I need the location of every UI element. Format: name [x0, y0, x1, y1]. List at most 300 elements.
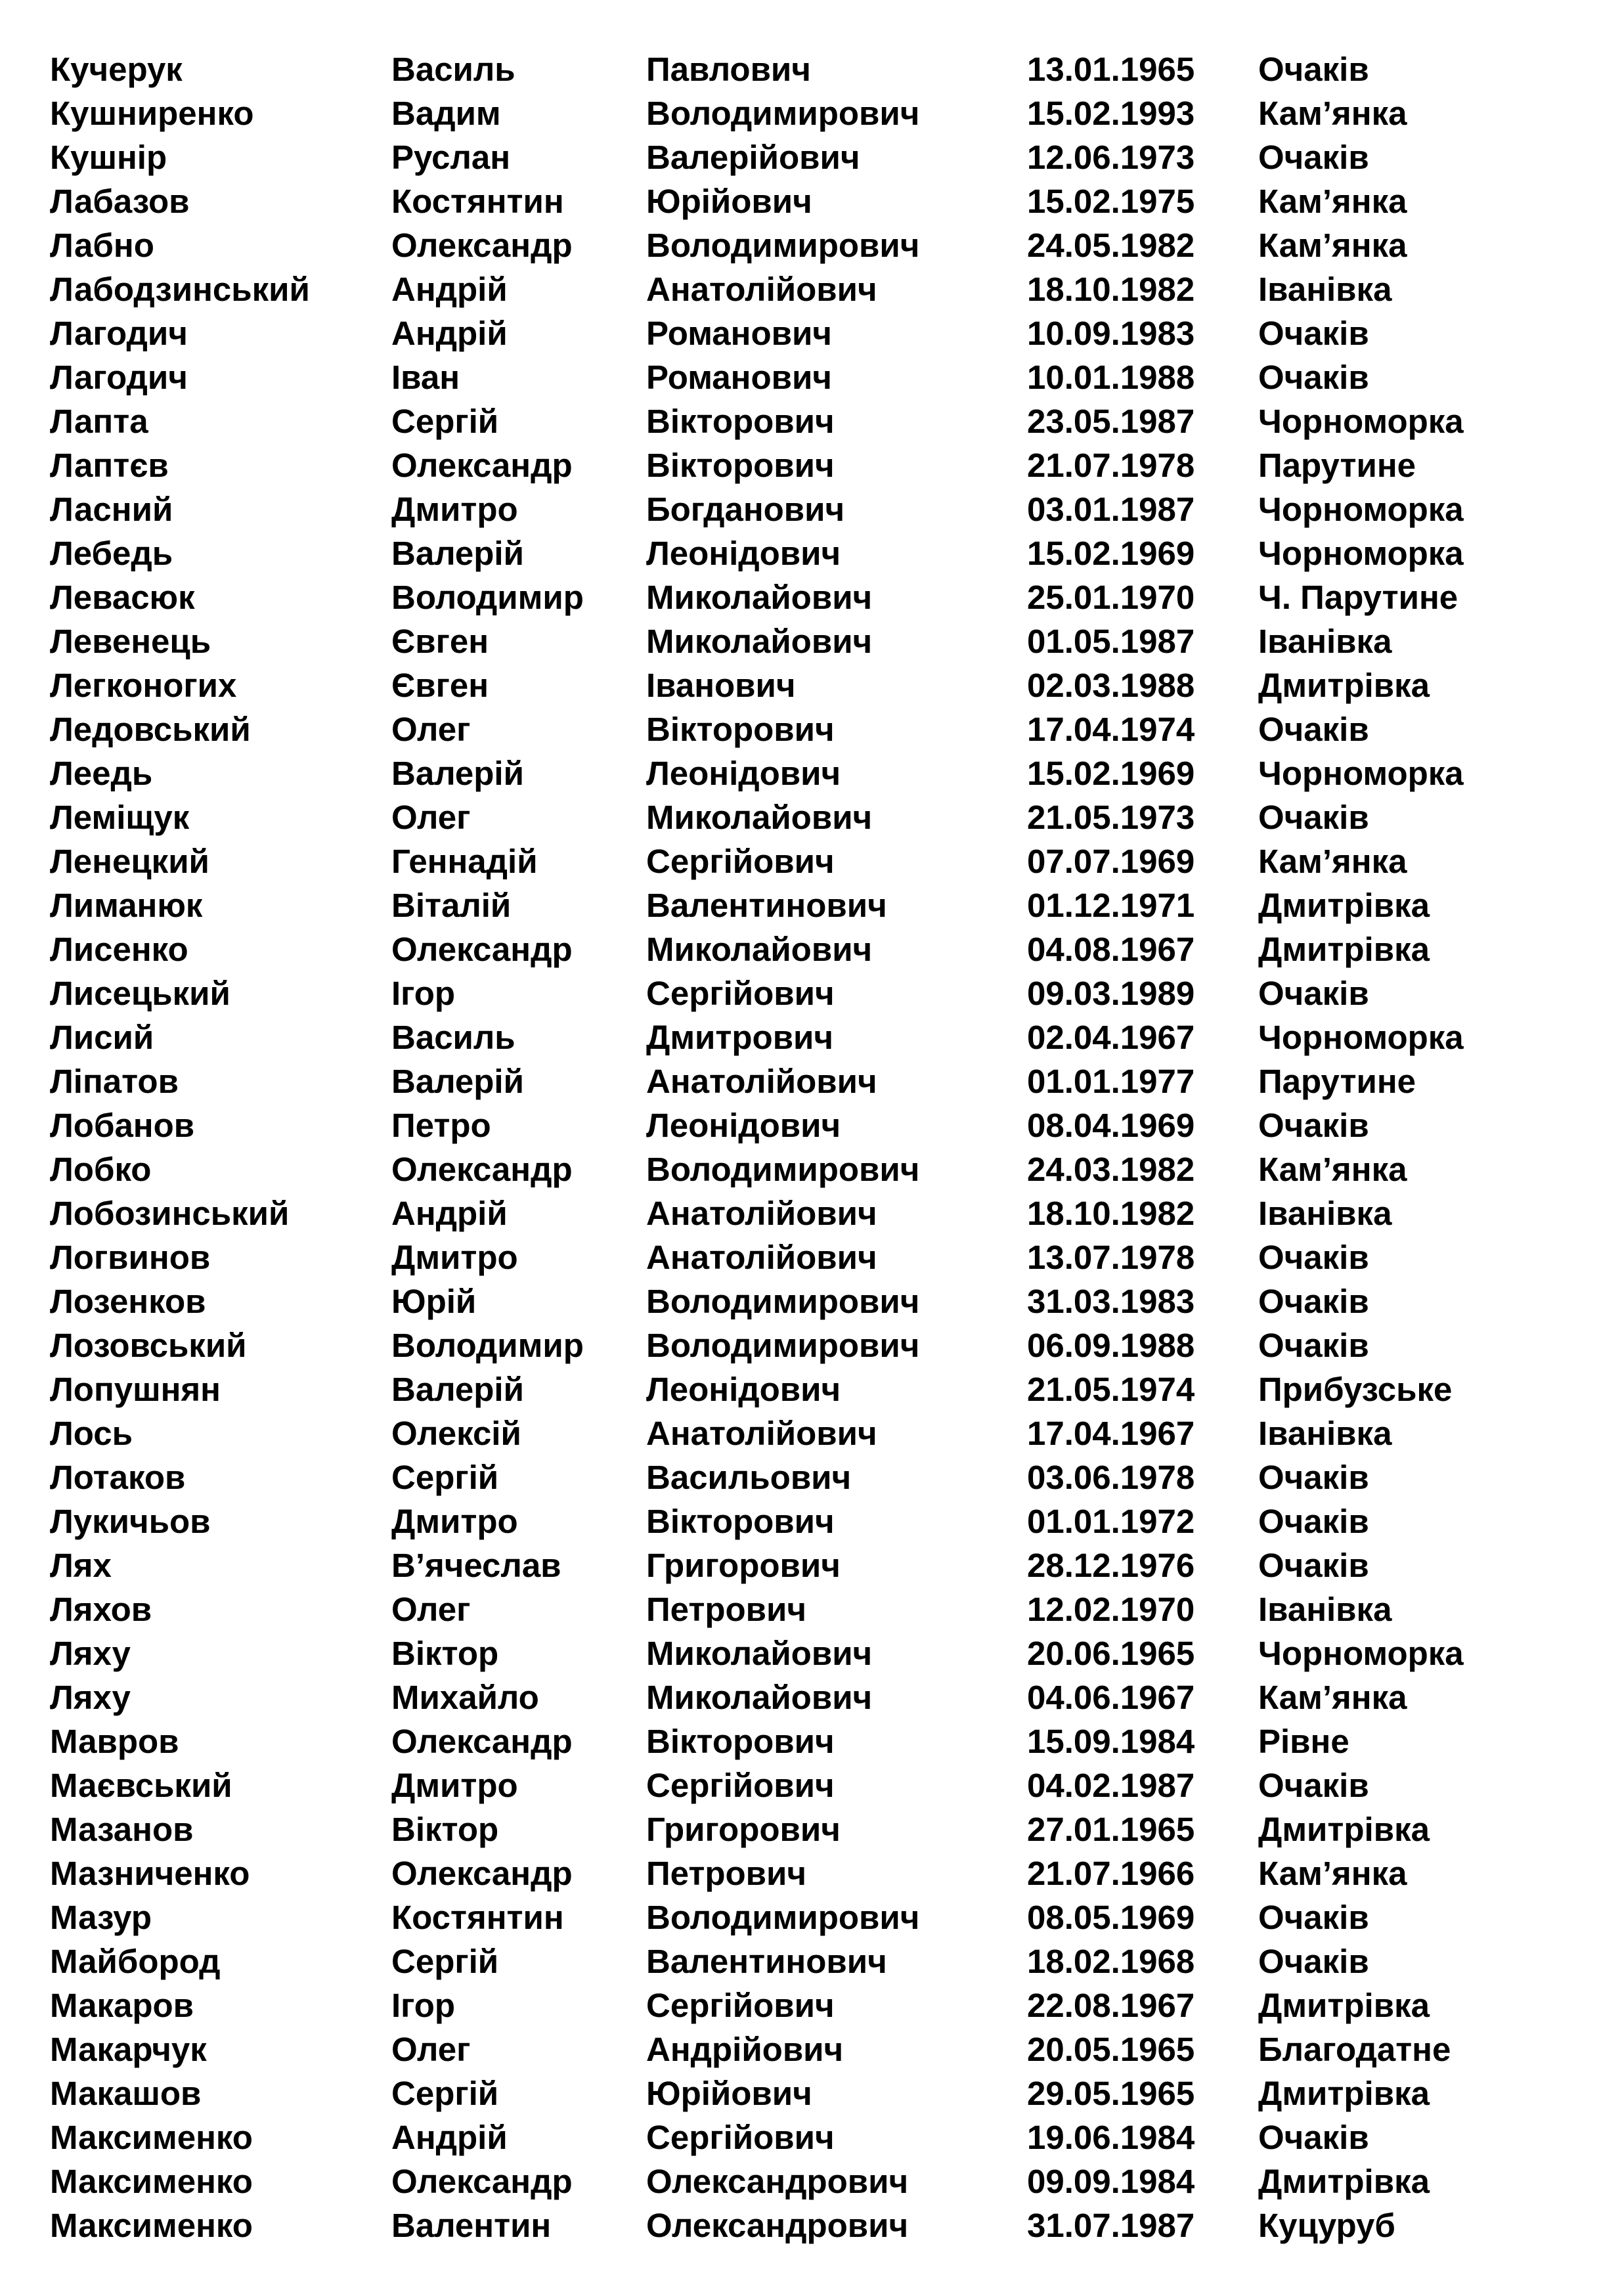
first-name-cell: Андрій [391, 315, 508, 352]
surname-cell: Лобозинський [50, 1195, 290, 1232]
place-cell: Благодатне [1258, 2031, 1451, 2068]
first-name-cell: Олександр [391, 1723, 573, 1760]
surname-cell: Лапта [50, 403, 148, 440]
list-item [50, 1719, 1580, 1763]
list-item [50, 1763, 1580, 1807]
list-item [50, 575, 1580, 619]
surname-cell: Кушнір [50, 139, 167, 176]
patronymic-cell: Вікторович [646, 711, 835, 748]
surname-cell: Ласний [50, 491, 173, 528]
surname-cell: Мазанов [50, 1811, 194, 1848]
patronymic-cell: Іванович [646, 667, 796, 704]
patronymic-cell: Володимирович [646, 227, 920, 264]
first-name-cell: Олександр [391, 227, 573, 264]
surname-cell: Левенець [50, 623, 211, 660]
birth-date-cell: 28.12.1976 [1027, 1547, 1195, 1584]
list-item [50, 443, 1580, 487]
surname-cell: Лабно [50, 227, 154, 264]
birth-date-cell: 01.01.1972 [1027, 1503, 1195, 1540]
birth-date-cell: 22.08.1967 [1027, 1987, 1195, 2024]
first-name-cell: Сергій [391, 403, 499, 440]
patronymic-cell: Дмитрович [646, 1019, 834, 1056]
patronymic-cell: Олександрович [646, 2163, 909, 2200]
first-name-cell: Олег [391, 2031, 471, 2068]
surname-cell: Ляху [50, 1679, 131, 1716]
patronymic-cell: Сергійович [646, 2119, 835, 2156]
place-cell: Іванівка [1258, 271, 1392, 308]
first-name-cell: Вадим [391, 95, 501, 132]
place-cell: Куцуруб [1258, 2207, 1395, 2244]
patronymic-cell: Володимирович [646, 1327, 920, 1364]
patronymic-cell: Васильович [646, 1459, 852, 1496]
list-item [50, 663, 1580, 707]
first-name-cell: Сергій [391, 2075, 499, 2112]
patronymic-cell: Юрійович [646, 183, 812, 220]
surname-cell: Легконогих [50, 667, 237, 704]
birth-date-cell: 01.01.1977 [1027, 1063, 1195, 1100]
place-cell: Очаків [1258, 799, 1369, 836]
birth-date-cell: 03.06.1978 [1027, 1459, 1195, 1496]
list-item [50, 883, 1580, 927]
place-cell: Кам’янка [1258, 95, 1407, 132]
birth-date-cell: 21.05.1974 [1027, 1371, 1195, 1408]
first-name-cell: Ігор [391, 975, 456, 1012]
first-name-cell: Михайло [391, 1679, 539, 1716]
first-name-cell: Геннадій [391, 843, 538, 880]
first-name-cell: Євген [391, 623, 489, 660]
first-name-cell: Олександр [391, 1855, 573, 1892]
surname-cell: Лобко [50, 1151, 152, 1188]
list-item [50, 1939, 1580, 1983]
place-cell: Прибузське [1258, 1371, 1453, 1408]
place-cell: Парутине [1258, 447, 1416, 484]
patronymic-cell: Анатолійович [646, 1239, 877, 1276]
place-cell: Кам’янка [1258, 1855, 1407, 1892]
list-item [50, 1103, 1580, 1147]
surname-cell: Лобанов [50, 1107, 195, 1144]
list-item [50, 1411, 1580, 1455]
patronymic-cell: Миколайович [646, 1635, 873, 1672]
birth-date-cell: 01.12.1971 [1027, 887, 1195, 924]
birth-date-cell: 21.05.1973 [1027, 799, 1195, 836]
first-name-cell: Валерій [391, 1063, 524, 1100]
place-cell: Очаків [1258, 975, 1369, 1012]
place-cell: Очаків [1258, 1327, 1369, 1364]
place-cell: Очаків [1258, 1107, 1369, 1144]
patronymic-cell: Анатолійович [646, 1415, 877, 1452]
surname-cell: Макарчук [50, 2031, 207, 2068]
first-name-cell: Віталій [391, 887, 512, 924]
birth-date-cell: 15.09.1984 [1027, 1723, 1195, 1760]
surname-cell: Мазниченко [50, 1855, 250, 1892]
place-cell: Очаків [1258, 1239, 1369, 1276]
place-cell: Очаків [1258, 2119, 1369, 2156]
surname-cell: Лозенков [50, 1283, 206, 1320]
patronymic-cell: Вікторович [646, 447, 835, 484]
first-name-cell: Петро [391, 1107, 491, 1144]
patronymic-cell: Леонідович [646, 535, 841, 572]
list-item [50, 267, 1580, 311]
place-cell: Чорноморка [1258, 1635, 1464, 1672]
list-item [50, 1059, 1580, 1103]
list-item [50, 135, 1580, 179]
list-item [50, 311, 1580, 355]
patronymic-cell: Валентинович [646, 1943, 887, 1980]
surname-cell: Майбород [50, 1943, 221, 1980]
patronymic-cell: Валентинович [646, 887, 887, 924]
surname-cell: Макашов [50, 2075, 202, 2112]
patronymic-cell: Володимирович [646, 1151, 920, 1188]
birth-date-cell: 10.01.1988 [1027, 359, 1195, 396]
birth-date-cell: 10.09.1983 [1027, 315, 1195, 352]
birth-date-cell: 17.04.1974 [1027, 711, 1195, 748]
patronymic-cell: Григорович [646, 1547, 841, 1584]
list-item [50, 1191, 1580, 1235]
birth-date-cell: 18.10.1982 [1027, 271, 1195, 308]
place-cell: Очаків [1258, 1767, 1369, 1804]
birth-date-cell: 01.05.1987 [1027, 623, 1195, 660]
first-name-cell: Валентин [391, 2207, 552, 2244]
place-cell: Кам’янка [1258, 227, 1407, 264]
place-cell: Чорноморка [1258, 535, 1464, 572]
surname-cell: Ліпатов [50, 1063, 179, 1100]
patronymic-cell: Леонідович [646, 755, 841, 792]
birth-date-cell: 08.05.1969 [1027, 1899, 1195, 1936]
list-item [50, 1147, 1580, 1191]
place-cell: Очаків [1258, 1283, 1369, 1320]
list-item [50, 179, 1580, 223]
place-cell: Очаків [1258, 359, 1369, 396]
surname-cell: Леедь [50, 755, 153, 792]
birth-date-cell: 04.08.1967 [1027, 931, 1195, 968]
birth-date-cell: 31.07.1987 [1027, 2207, 1195, 2244]
place-cell: Очаків [1258, 315, 1369, 352]
surname-cell: Лисецький [50, 975, 230, 1012]
birth-date-cell: 18.10.1982 [1027, 1195, 1195, 1232]
birth-date-cell: 15.02.1993 [1027, 95, 1195, 132]
list-item [50, 1631, 1580, 1675]
first-name-cell: Іван [391, 359, 460, 396]
place-cell: Дмитрівка [1258, 667, 1430, 704]
list-item [50, 795, 1580, 839]
first-name-cell: Валерій [391, 1371, 524, 1408]
place-cell: Кам’янка [1258, 1679, 1407, 1716]
first-name-cell: Дмитро [391, 1503, 518, 1540]
list-item [50, 1235, 1580, 1279]
patronymic-cell: Миколайович [646, 579, 873, 616]
surname-cell: Маєвський [50, 1767, 232, 1804]
surname-cell: Логвинов [50, 1239, 211, 1276]
first-name-cell: Володимир [391, 1327, 584, 1364]
patronymic-cell: Володимирович [646, 95, 920, 132]
place-cell: Чорноморка [1258, 491, 1464, 528]
surname-cell: Лебедь [50, 535, 173, 572]
patronymic-cell: Анатолійович [646, 271, 877, 308]
surname-cell: Кучерук [50, 51, 183, 88]
patronymic-cell: Богданович [646, 491, 845, 528]
first-name-cell: Олег [391, 711, 471, 748]
patronymic-cell: Олександрович [646, 2207, 909, 2244]
first-name-cell: Віктор [391, 1635, 499, 1672]
list-item [50, 2115, 1580, 2159]
first-name-cell: Дмитро [391, 491, 518, 528]
list-item [50, 399, 1580, 443]
place-cell: Іванівка [1258, 623, 1392, 660]
surname-cell: Лукичьов [50, 1503, 211, 1540]
list-item [50, 1983, 1580, 2027]
birth-date-cell: 02.03.1988 [1027, 667, 1195, 704]
list-item [50, 2027, 1580, 2071]
place-cell: Кам’янка [1258, 183, 1407, 220]
surname-cell: Лабазов [50, 183, 190, 220]
first-name-cell: Юрій [391, 1283, 477, 1320]
patronymic-cell: Валерійович [646, 139, 860, 176]
place-cell: Очаків [1258, 1547, 1369, 1584]
place-cell: Очаків [1258, 51, 1369, 88]
first-name-cell: Олександр [391, 1151, 573, 1188]
first-name-cell: Валерій [391, 535, 524, 572]
first-name-cell: Валерій [391, 755, 524, 792]
birth-date-cell: 12.06.1973 [1027, 139, 1195, 176]
birth-date-cell: 04.02.1987 [1027, 1767, 1195, 1804]
place-cell: Чорноморка [1258, 755, 1464, 792]
first-name-cell: Олександр [391, 447, 573, 484]
list-item [50, 47, 1580, 91]
first-name-cell: Ігор [391, 1987, 456, 2024]
place-cell: Дмитрівка [1258, 2163, 1430, 2200]
patronymic-cell: Сергійович [646, 975, 835, 1012]
first-name-cell: Андрій [391, 2119, 508, 2156]
place-cell: Чорноморка [1258, 403, 1464, 440]
place-cell: Іванівка [1258, 1591, 1392, 1628]
patronymic-cell: Вікторович [646, 1723, 835, 1760]
surname-cell: Кушниренко [50, 95, 254, 132]
birth-date-cell: 23.05.1987 [1027, 403, 1195, 440]
patronymic-cell: Романович [646, 359, 832, 396]
list-item [50, 487, 1580, 531]
birth-date-cell: 15.02.1969 [1027, 535, 1195, 572]
patronymic-cell: Павлович [646, 51, 811, 88]
list-item [50, 1895, 1580, 1939]
patronymic-cell: Володимирович [646, 1283, 920, 1320]
birth-date-cell: 09.09.1984 [1027, 2163, 1195, 2200]
first-name-cell: Костянтин [391, 1899, 564, 1936]
birth-date-cell: 20.06.1965 [1027, 1635, 1195, 1672]
list-item [50, 839, 1580, 883]
surname-cell: Ляхов [50, 1591, 152, 1628]
birth-date-cell: 15.02.1975 [1027, 183, 1195, 220]
patronymic-cell: Петрович [646, 1855, 806, 1892]
list-item [50, 91, 1580, 135]
first-name-cell: Андрій [391, 271, 508, 308]
list-item [50, 1367, 1580, 1411]
first-name-cell: Василь [391, 1019, 515, 1056]
birth-date-cell: 21.07.1978 [1027, 447, 1195, 484]
birth-date-cell: 31.03.1983 [1027, 1283, 1195, 1320]
place-cell: Іванівка [1258, 1195, 1392, 1232]
list-item [50, 1807, 1580, 1851]
patronymic-cell: Миколайович [646, 799, 873, 836]
first-name-cell: Андрій [391, 1195, 508, 1232]
place-cell: Ч. Парутине [1258, 579, 1458, 616]
list-item [50, 1323, 1580, 1367]
patronymic-cell: Григорович [646, 1811, 841, 1848]
place-cell: Дмитрівка [1258, 2075, 1430, 2112]
place-cell: Рівне [1258, 1723, 1349, 1760]
patronymic-cell: Миколайович [646, 1679, 873, 1716]
patronymic-cell: Анатолійович [646, 1063, 877, 1100]
place-cell: Парутине [1258, 1063, 1416, 1100]
surname-cell: Лисий [50, 1019, 154, 1056]
patronymic-cell: Миколайович [646, 623, 873, 660]
patronymic-cell: Андрійович [646, 2031, 844, 2068]
place-cell: Очаків [1258, 1899, 1369, 1936]
surname-cell: Левасюк [50, 579, 195, 616]
surname-cell: Мазур [50, 1899, 152, 1936]
roster-list [50, 47, 1580, 2247]
surname-cell: Ленецкий [50, 843, 209, 880]
surname-cell: Максименко [50, 2207, 253, 2244]
list-item [50, 531, 1580, 575]
place-cell: Очаків [1258, 139, 1369, 176]
first-name-cell: Євген [391, 667, 489, 704]
list-item [50, 1851, 1580, 1895]
place-cell: Дмитрівка [1258, 1811, 1430, 1848]
surname-cell: Макаров [50, 1987, 194, 2024]
place-cell: Очаків [1258, 711, 1369, 748]
birth-date-cell: 29.05.1965 [1027, 2075, 1195, 2112]
surname-cell: Лагодич [50, 359, 188, 396]
list-item [50, 971, 1580, 1015]
birth-date-cell: 15.02.1969 [1027, 755, 1195, 792]
surname-cell: Мавров [50, 1723, 179, 1760]
birth-date-cell: 20.05.1965 [1027, 2031, 1195, 2068]
surname-cell: Максименко [50, 2119, 253, 2156]
patronymic-cell: Сергійович [646, 1767, 835, 1804]
list-item [50, 1015, 1580, 1059]
birth-date-cell: 25.01.1970 [1027, 579, 1195, 616]
list-item [50, 1455, 1580, 1499]
surname-cell: Лиманюк [50, 887, 203, 924]
first-name-cell: Руслан [391, 139, 511, 176]
place-cell: Дмитрівка [1258, 887, 1430, 924]
surname-cell: Ляху [50, 1635, 131, 1672]
birth-date-cell: 21.07.1966 [1027, 1855, 1195, 1892]
place-cell: Очаків [1258, 1503, 1369, 1540]
birth-date-cell: 17.04.1967 [1027, 1415, 1195, 1452]
birth-date-cell: 03.01.1987 [1027, 491, 1195, 528]
list-item [50, 2159, 1580, 2203]
list-item [50, 619, 1580, 663]
first-name-cell: Олександр [391, 2163, 573, 2200]
patronymic-cell: Петрович [646, 1591, 806, 1628]
place-cell: Очаків [1258, 1459, 1369, 1496]
list-item [50, 1279, 1580, 1323]
surname-cell: Лозовський [50, 1327, 247, 1364]
birth-date-cell: 04.06.1967 [1027, 1679, 1195, 1716]
surname-cell: Лотаков [50, 1459, 186, 1496]
first-name-cell: Дмитро [391, 1767, 518, 1804]
list-item [50, 2203, 1580, 2247]
patronymic-cell: Сергійович [646, 1987, 835, 2024]
first-name-cell: Дмитро [391, 1239, 518, 1276]
first-name-cell: Віктор [391, 1811, 499, 1848]
surname-cell: Лисенко [50, 931, 188, 968]
patronymic-cell: Леонідович [646, 1107, 841, 1144]
list-item [50, 2071, 1580, 2115]
birth-date-cell: 13.07.1978 [1027, 1239, 1195, 1276]
patronymic-cell: Сергійович [646, 843, 835, 880]
list-item [50, 1675, 1580, 1719]
first-name-cell: Володимир [391, 579, 584, 616]
first-name-cell: Олег [391, 1591, 471, 1628]
first-name-cell: Олег [391, 799, 471, 836]
birth-date-cell: 02.04.1967 [1027, 1019, 1195, 1056]
birth-date-cell: 07.07.1969 [1027, 843, 1195, 880]
list-item [50, 355, 1580, 399]
birth-date-cell: 24.03.1982 [1027, 1151, 1195, 1188]
list-item [50, 751, 1580, 795]
place-cell: Дмитрівка [1258, 931, 1430, 968]
list-item [50, 1543, 1580, 1587]
place-cell: Дмитрівка [1258, 1987, 1430, 2024]
place-cell: Очаків [1258, 1943, 1369, 1980]
first-name-cell: Сергій [391, 1943, 499, 1980]
list-item [50, 707, 1580, 751]
patronymic-cell: Леонідович [646, 1371, 841, 1408]
patronymic-cell: Анатолійович [646, 1195, 877, 1232]
surname-cell: Ледовський [50, 711, 251, 748]
surname-cell: Лагодич [50, 315, 188, 352]
place-cell: Чорноморка [1258, 1019, 1464, 1056]
list-item [50, 1587, 1580, 1631]
birth-date-cell: 19.06.1984 [1027, 2119, 1195, 2156]
birth-date-cell: 13.01.1965 [1027, 51, 1195, 88]
surname-cell: Лось [50, 1415, 133, 1452]
surname-cell: Лях [50, 1547, 112, 1584]
place-cell: Кам’янка [1258, 843, 1407, 880]
patronymic-cell: Вікторович [646, 1503, 835, 1540]
list-item [50, 927, 1580, 971]
list-item [50, 223, 1580, 267]
patronymic-cell: Миколайович [646, 931, 873, 968]
surname-cell: Лопушнян [50, 1371, 221, 1408]
birth-date-cell: 18.02.1968 [1027, 1943, 1195, 1980]
first-name-cell: Олексій [391, 1415, 521, 1452]
place-cell: Кам’янка [1258, 1151, 1407, 1188]
first-name-cell: Василь [391, 51, 515, 88]
list-item [50, 1499, 1580, 1543]
first-name-cell: Сергій [391, 1459, 499, 1496]
surname-cell: Лабодзинський [50, 271, 310, 308]
patronymic-cell: Володимирович [646, 1899, 920, 1936]
birth-date-cell: 27.01.1965 [1027, 1811, 1195, 1848]
first-name-cell: Олександр [391, 931, 573, 968]
surname-cell: Лаптєв [50, 447, 169, 484]
birth-date-cell: 06.09.1988 [1027, 1327, 1195, 1364]
surname-cell: Леміщук [50, 799, 190, 836]
patronymic-cell: Вікторович [646, 403, 835, 440]
first-name-cell: В’ячеслав [391, 1547, 561, 1584]
place-cell: Іванівка [1258, 1415, 1392, 1452]
birth-date-cell: 12.02.1970 [1027, 1591, 1195, 1628]
surname-cell: Максименко [50, 2163, 253, 2200]
birth-date-cell: 24.05.1982 [1027, 227, 1195, 264]
patronymic-cell: Юрійович [646, 2075, 812, 2112]
patronymic-cell: Романович [646, 315, 832, 352]
first-name-cell: Костянтин [391, 183, 564, 220]
birth-date-cell: 09.03.1989 [1027, 975, 1195, 1012]
